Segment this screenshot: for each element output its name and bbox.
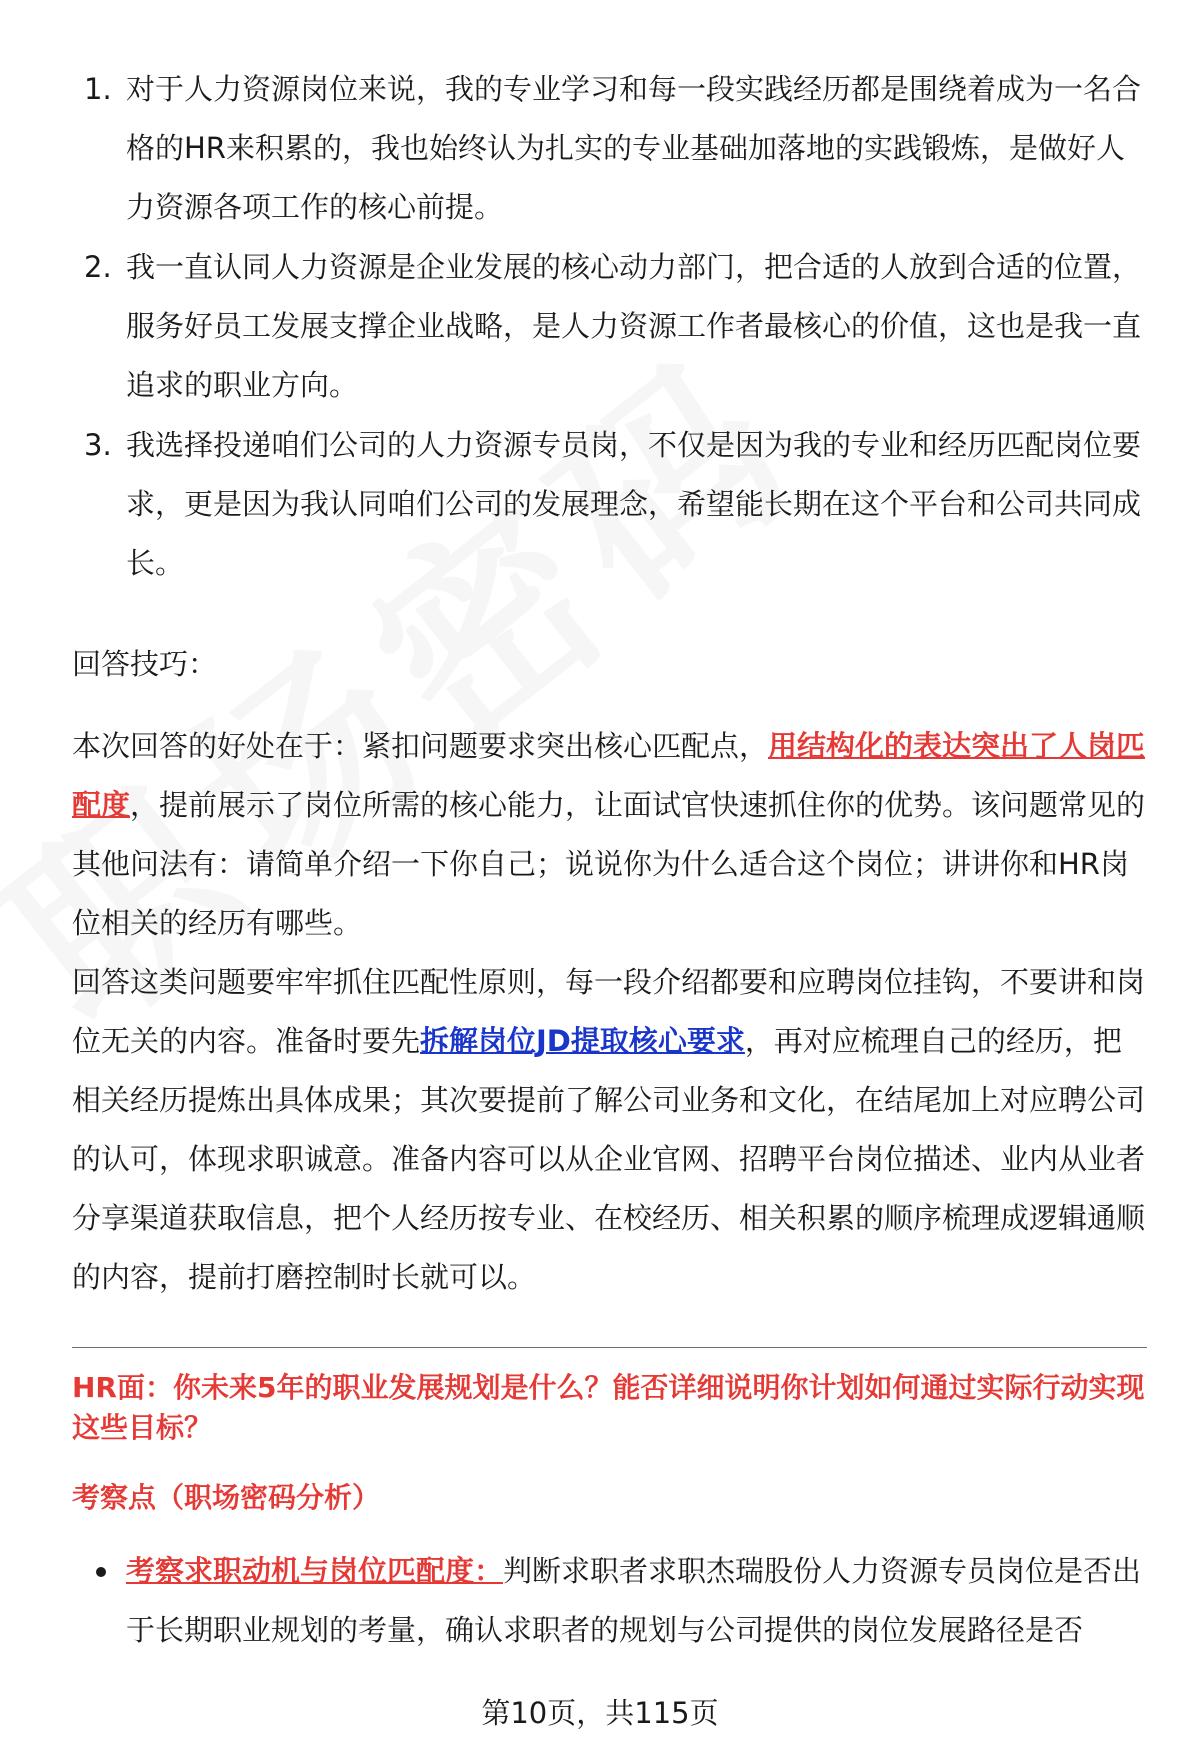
list-item bbox=[72, 416, 1147, 593]
tips-paragraph-2 bbox=[72, 953, 1147, 1307]
bullet-item bbox=[72, 1542, 1147, 1660]
tips-label: 回答技巧： bbox=[72, 647, 218, 681]
assessment-subheading: 考察点（职场密码分析） bbox=[72, 1481, 381, 1514]
list-item bbox=[72, 238, 1147, 415]
paragraph-text: 本次回答的好处在于：紧扣问题要求突出核心匹配点， bbox=[72, 729, 769, 763]
paragraph-text: ，提前展示了岗位所需的核心能力，让面试官快速抓住你的优势。该问题常见的其他问法有：请简单介绍一下你自己；说说你为什么适合这个岗位；讲讲你和HR岗位相关的经历有哪些。 bbox=[72, 788, 1146, 940]
bullet-list bbox=[72, 1542, 1147, 1660]
highlight-text: 用结构化的表达突出了人岗匹配度 bbox=[72, 729, 1146, 822]
list-item bbox=[72, 60, 1147, 237]
list-item-text: 对于人力资源岗位来说，我的专业学习和每一段实践经历都是围绕着成为一名合格的HR来积累的，我也始终认为扎实的专业基础加落地的实践锻炼，是做好人力资源各项工作的核心前提。 bbox=[126, 72, 1142, 224]
bullet-dot-icon bbox=[96, 1567, 106, 1577]
list-number: 1. bbox=[84, 72, 112, 106]
list-item-text: 我一直认同人力资源是企业发展的核心动力部门，把合适的人放到合适的位置，服务好员工发展支撑企业战略，是人力资源工作者最核心的价值，这也是我一直追求的职业方向。 bbox=[126, 250, 1142, 402]
numbered-list bbox=[72, 60, 1147, 593]
highlight-link: 拆解岗位JD提取核心要求 bbox=[420, 1024, 745, 1058]
bullet-highlight: 考察求职动机与岗位匹配度： bbox=[126, 1554, 504, 1588]
paragraph-text: ，再对应梳理自己的经历，把相关经历提炼出具体成果；其次要提前了解公司业务和文化，在结尾加上对应聘公司的认可，体现求职诚意。准备内容可以从企业官网、招聘平台岗位描述、业内从业者分享渠道获取信息，把个人经历按专业、在校经历、相关积累的顺序梳理成逻辑通顺的内容，提前打磨控制时长就可以。 bbox=[72, 1024, 1146, 1294]
paragraph-text: 回答这类问题要牢牢抓住匹配性原则，每一段介绍都要和应聘岗位挂钩，不要讲和岗位无关的内容。准备时要先 bbox=[72, 965, 1146, 1058]
list-number: 3. bbox=[84, 428, 112, 462]
tips-paragraph-1 bbox=[72, 717, 1147, 953]
list-number: 2. bbox=[84, 250, 112, 284]
section-divider bbox=[72, 1347, 1147, 1348]
page-footer: 第10页，共115页 bbox=[0, 1693, 1200, 1733]
bullet-text: 判断求职者求职杰瑞股份人力资源专员岗位是否出于长期职业规划的考量，确认求职者的规划与公司提供的岗位发展路径是否 bbox=[126, 1554, 1142, 1647]
page-content bbox=[72, 60, 1147, 1660]
list-item-text: 我选择投递咱们公司的人力资源专员岗，不仅是因为我的专业和经历匹配岗位要求，更是因为我认同咱们公司的发展理念，希望能长期在这个平台和公司共同成长。 bbox=[126, 428, 1142, 580]
question-heading: HR面：你未来5年的职业发展规划是什么？能否详细说明你计划如何通过实际行动实现这些目标？ bbox=[72, 1371, 1145, 1444]
